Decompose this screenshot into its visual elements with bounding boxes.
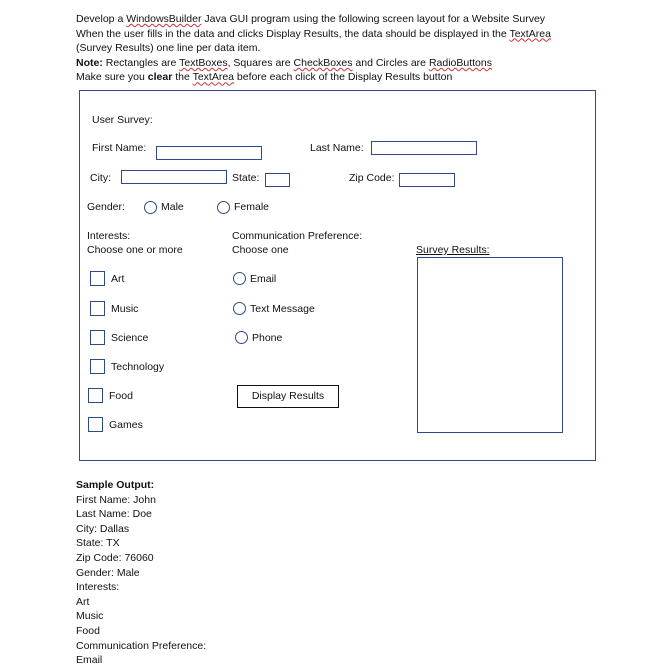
zip-label: Zip Code:	[349, 172, 395, 184]
sample-line: Gender: Male	[76, 566, 140, 579]
text: TextArea	[192, 71, 235, 84]
technology-checkbox[interactable]	[90, 359, 105, 374]
sample-line: Food	[76, 624, 100, 637]
results-label: Survey Results:	[416, 244, 490, 256]
games-label: Games	[109, 419, 143, 431]
text: , Squares are	[227, 56, 294, 69]
text: WindowsBuilder	[126, 13, 202, 25]
text: RadioButtons	[428, 56, 492, 69]
zip-input[interactable]	[399, 173, 455, 187]
sample-line: State: TX	[76, 537, 120, 550]
text: before each click of the Display Results button	[234, 71, 453, 84]
text: When the user fills in the data and clicks Display Results, the data should be displayed in the	[76, 27, 510, 40]
text: TextArea	[509, 27, 551, 40]
text: and Circles are	[352, 56, 429, 69]
text-message-radio[interactable]	[233, 302, 246, 315]
email-label: Email	[250, 273, 277, 285]
art-label: Art	[111, 273, 125, 285]
gender-label: Gender:	[87, 201, 125, 213]
text: Develop a	[76, 13, 127, 25]
text: Rectangles are	[102, 56, 180, 69]
art-checkbox[interactable]	[90, 271, 105, 286]
text: CheckBoxes	[293, 56, 353, 69]
comm-label: Communication Preference:	[232, 230, 363, 242]
state-label: State:	[232, 172, 260, 184]
sample-line: Interests:	[76, 581, 120, 594]
instructions	[76, 12, 551, 85]
music-label: Music	[111, 303, 139, 315]
first-name-input[interactable]	[156, 146, 262, 160]
sample-line: City: Dallas	[76, 522, 130, 535]
sample-line: Email	[76, 654, 103, 667]
note-label: Note:	[76, 56, 103, 69]
sample-title: Sample Output:	[76, 479, 155, 491]
state-input[interactable]	[265, 173, 290, 187]
sample-line: First Name: John	[76, 493, 156, 506]
interests-label: Interests:	[87, 230, 131, 242]
text: TextBoxes	[179, 56, 228, 69]
last-name-input[interactable]	[371, 141, 477, 155]
last-name-label: Last Name:	[310, 142, 364, 154]
food-label: Food	[109, 390, 133, 402]
sample-line: Art	[76, 595, 90, 608]
science-checkbox[interactable]	[90, 330, 105, 345]
sample-line: Last Name: Doe	[76, 508, 152, 521]
phone-label: Phone	[252, 332, 283, 344]
female-radio[interactable]	[217, 201, 230, 214]
form-title: User Survey:	[92, 114, 153, 126]
male-radio[interactable]	[144, 201, 157, 214]
female-label: Female	[234, 201, 270, 213]
interests-hint: Choose one or more	[87, 244, 183, 256]
text: (Survey Results) one line per data item.	[76, 42, 261, 55]
comm-hint: Choose one	[232, 244, 289, 256]
male-label: Male	[161, 201, 184, 213]
survey-results-textarea[interactable]	[417, 257, 563, 433]
sample-output	[76, 478, 206, 668]
text: clear	[147, 71, 173, 84]
text: Make sure you	[76, 71, 148, 84]
food-checkbox[interactable]	[88, 388, 103, 403]
music-checkbox[interactable]	[90, 301, 105, 316]
text-message-label: Text Message	[250, 303, 315, 315]
first-name-label: First Name:	[92, 142, 147, 154]
sample-line: Music	[76, 610, 104, 623]
sample-line: Communication Preference:	[76, 639, 207, 652]
city-input[interactable]	[121, 170, 227, 184]
science-label: Science	[111, 332, 149, 344]
games-checkbox[interactable]	[88, 417, 103, 432]
city-label: City:	[90, 172, 111, 184]
text: the	[172, 71, 193, 84]
sample-line: Zip Code: 76060	[76, 551, 154, 564]
technology-label: Technology	[111, 361, 165, 373]
display-results-button[interactable]: Display Results	[237, 385, 339, 408]
phone-radio[interactable]	[235, 331, 248, 344]
text: Java GUI program using the following screen layout for a Website Survey	[201, 13, 546, 25]
email-radio[interactable]	[233, 272, 246, 285]
